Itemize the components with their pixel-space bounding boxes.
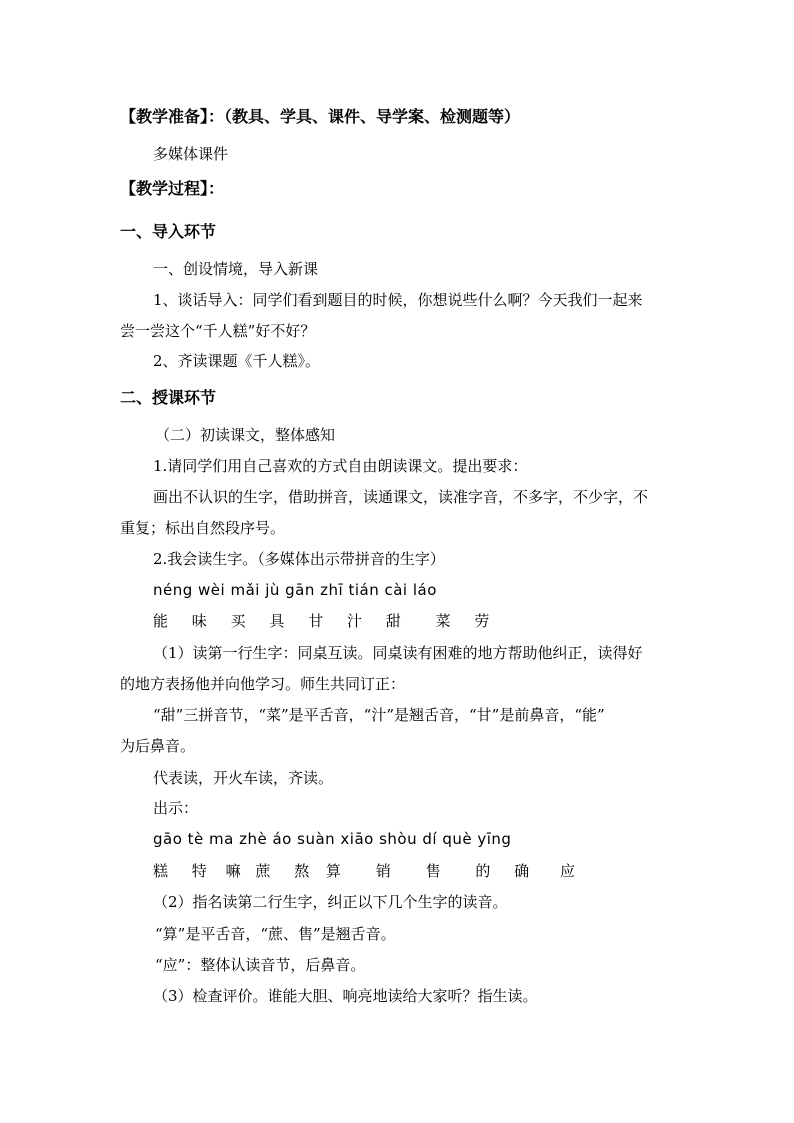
section2-subheading: （二）初读课文，整体感知 (155, 426, 336, 444)
section1-subheading: 一、创设情境，导入新课 (153, 260, 319, 278)
char-item: 菜 (435, 612, 451, 630)
char-item: 熬 (294, 862, 310, 880)
note1-line1: “甜”三拼音节，“菜”是平舌音，“汁”是翘舌音，“甘”是前鼻音，“能” (153, 706, 605, 724)
step1-line1: （1）读第一行生字：同桌互读。同桌读有困难的地方帮助他纠正，读得好 (153, 644, 643, 662)
char-item: 甜 (385, 612, 401, 630)
section2-req-line2: 重复；标出自然段序号。 (120, 519, 286, 537)
char-item: 具 (269, 612, 285, 630)
section1-item1-line2: 尝一尝这个“千人糕”好不好？ (120, 322, 316, 340)
chars-row-2 (153, 861, 588, 881)
char-item: 甘 (308, 612, 324, 630)
section2-heading: 二、授课环节 (120, 388, 217, 407)
section1-item1-line1: 1、谈话导入：同学们看到题目的时候，你想说些什么啊？今天我们一起来 (153, 291, 643, 309)
char-item: 应 (559, 862, 575, 880)
note2-1: “算”是平舌音，“蔗、售”是翘舌音。 (155, 925, 396, 943)
char-item: 算 (325, 862, 341, 880)
char-item: 糕 (153, 862, 169, 880)
char-item: 买 (230, 612, 246, 630)
prep-content: 多媒体课件 (153, 145, 229, 163)
char-item: 的 (475, 862, 491, 880)
chars-row-1 (153, 611, 502, 631)
section2-item1: 1.请同学们用自己喜欢的方式自由朗读课文。提出要求： (153, 457, 528, 475)
section1-heading: 一、导入环节 (120, 222, 217, 241)
note2-2: “应”：整体认读音节，后鼻音。 (155, 956, 366, 974)
char-item: 确 (514, 862, 530, 880)
char-item: 嘛 (225, 862, 241, 880)
prep-heading: 【教学准备】：（教具、学具、课件、导学案、检测题等） (120, 107, 521, 126)
char-item: 能 (153, 612, 169, 630)
char-item: 味 (191, 612, 207, 630)
show-label: 出示： (153, 799, 199, 817)
section2-req-line1: 画出不认识的生字，借助拼音，读通课文，读准字音，不多字，不少字，不 (153, 488, 649, 506)
char-item: 汁 (346, 612, 362, 630)
rep-read: 代表读，开火车读，齐读。 (153, 769, 334, 787)
process-heading: 【教学过程】： (120, 179, 225, 198)
pinyin-row-2: gāo tè ma zhè áo suàn xiāo shòu dí què yīng (153, 830, 512, 848)
char-item: 售 (425, 862, 441, 880)
char-item: 销 (375, 862, 391, 880)
char-item: 劳 (474, 612, 490, 630)
char-item: 特 (191, 862, 207, 880)
pinyin-row-1: néng wèi mǎi jù gān zhī tián cài láo (153, 581, 437, 599)
section1-item2: 2、齐读课题《千人糕》。 (153, 352, 321, 370)
char-item: 蔗 (255, 862, 271, 880)
section2-item2: 2.我会读生字。（多媒体出示带拼音的生字） (153, 550, 445, 568)
note1-line2: 为后鼻音。 (120, 737, 196, 755)
step2: （2）指名读第二行生字，纠正以下几个生字的读音。 (153, 893, 508, 911)
step3: （3）检查评价。谁能大胆、响亮地读给大家听？指生读。 (153, 987, 538, 1005)
step1-line2: 的地方表扬他并向他学习。师生共同订正： (120, 675, 406, 693)
